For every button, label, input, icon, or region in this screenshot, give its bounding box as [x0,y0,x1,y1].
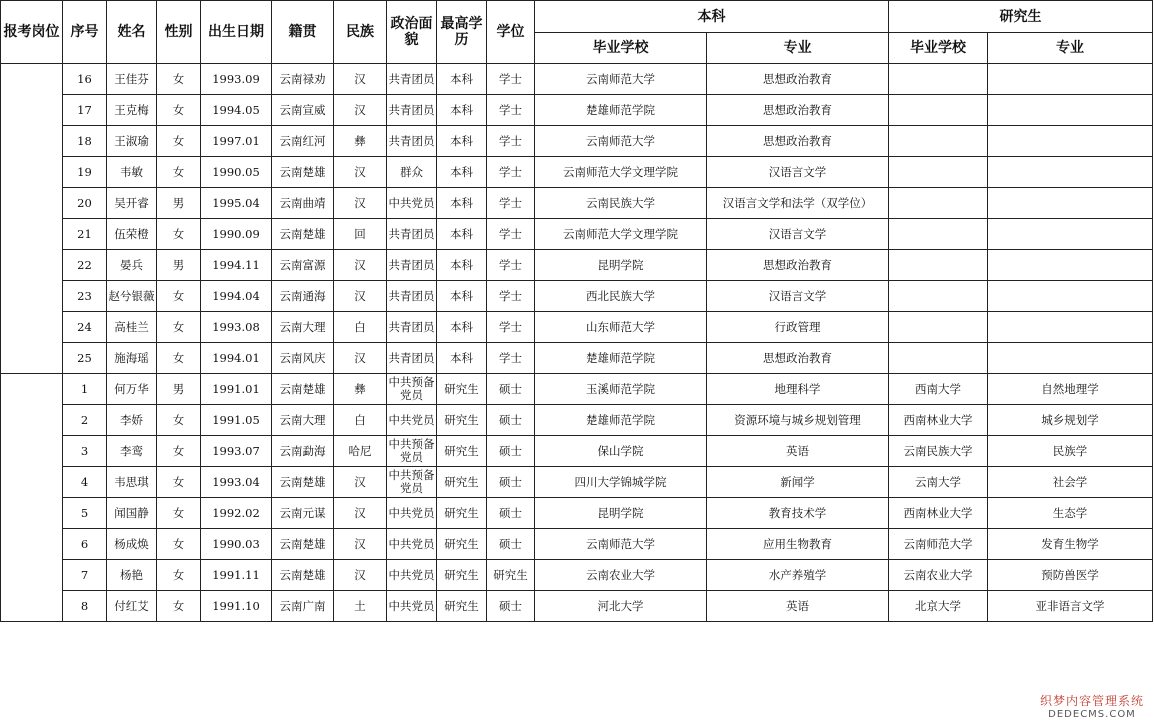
table-row [1,529,1153,560]
cell-name: 何万华 [107,374,157,405]
cell-name: 付红艾 [107,591,157,622]
cell-no: 2 [63,405,107,436]
cell-education: 本科 [437,157,487,188]
cell-pg-major: 亚非语言文学 [988,591,1153,622]
cell-name: 施海瑶 [107,343,157,374]
cell-degree: 学士 [487,250,535,281]
cell-ethnicity: 汉 [334,467,387,498]
cell-pg-school: 云南民族大学 [889,436,988,467]
cell-education: 研究生 [437,436,487,467]
cell-pg-major [988,312,1153,343]
cell-gender: 女 [157,281,201,312]
cell-dob: 1994.01 [201,343,272,374]
cell-pg-major [988,126,1153,157]
cell-ug-school: 四川大学锦城学院 [535,467,707,498]
cell-dob: 1992.02 [201,498,272,529]
cell-no: 24 [63,312,107,343]
cell-education: 本科 [437,95,487,126]
cell-name: 李鸾 [107,436,157,467]
cell-pg-school: 云南师范大学 [889,529,988,560]
cell-origin: 云南勐海 [272,436,334,467]
cell-dob: 1997.01 [201,126,272,157]
cell-pg-school [889,126,988,157]
table-row [1,312,1153,343]
cell-pg-school: 西南林业大学 [889,498,988,529]
cell-degree: 学士 [487,312,535,343]
cell-name: 伍荣橙 [107,219,157,250]
post-cell [1,64,63,374]
header-name: 姓名 [107,1,157,64]
cell-gender: 女 [157,157,201,188]
cell-pg-major [988,250,1153,281]
cell-gender: 女 [157,560,201,591]
cell-dob: 1990.05 [201,157,272,188]
cell-origin: 云南曲靖 [272,188,334,219]
cell-dob: 1991.11 [201,560,272,591]
cell-ug-major: 思想政治教育 [707,343,889,374]
cell-origin: 云南大理 [272,405,334,436]
table-row [1,436,1153,467]
cell-degree: 学士 [487,157,535,188]
cell-pg-major [988,157,1153,188]
cell-political: 共青团员 [387,343,437,374]
cell-pg-major: 民族学 [988,436,1153,467]
cell-political: 中共党员 [387,591,437,622]
table-row [1,281,1153,312]
cell-political: 中共预备党员 [387,467,437,498]
cell-degree: 学士 [487,95,535,126]
cell-political: 共青团员 [387,312,437,343]
cell-name: 闻国静 [107,498,157,529]
table-body [1,64,1153,622]
cell-political: 中共预备党员 [387,374,437,405]
cell-ethnicity: 汉 [334,343,387,374]
cell-ug-major: 英语 [707,591,889,622]
cell-ug-school: 昆明学院 [535,498,707,529]
cell-origin: 云南禄劝 [272,64,334,95]
cell-name: 王克梅 [107,95,157,126]
cell-education: 研究生 [437,374,487,405]
cell-pg-major: 生态学 [988,498,1153,529]
cell-pg-school [889,95,988,126]
cell-education: 研究生 [437,529,487,560]
cell-no: 7 [63,560,107,591]
cell-ug-school: 云南师范大学文理学院 [535,219,707,250]
cell-name: 杨艳 [107,560,157,591]
cell-ug-major: 应用生物教育 [707,529,889,560]
cell-no: 16 [63,64,107,95]
cell-ethnicity: 汉 [334,188,387,219]
cell-ug-school: 昆明学院 [535,250,707,281]
cell-political: 中共党员 [387,498,437,529]
cell-dob: 1991.01 [201,374,272,405]
cell-pg-school [889,157,988,188]
cell-origin: 云南广南 [272,591,334,622]
header-undergrad: 本科 [535,1,889,33]
cell-no: 21 [63,219,107,250]
cell-gender: 女 [157,498,201,529]
cell-degree: 学士 [487,343,535,374]
cell-degree: 硕士 [487,405,535,436]
table-row [1,405,1153,436]
cell-dob: 1990.03 [201,529,272,560]
header-no: 序号 [63,1,107,64]
cell-degree: 学士 [487,281,535,312]
cell-gender: 女 [157,126,201,157]
cell-no: 17 [63,95,107,126]
cell-ug-major: 思想政治教育 [707,126,889,157]
cell-pg-major [988,64,1153,95]
cell-pg-major [988,219,1153,250]
cell-gender: 女 [157,591,201,622]
cell-degree: 硕士 [487,529,535,560]
cell-pg-school [889,64,988,95]
cell-no: 25 [63,343,107,374]
cell-gender: 女 [157,467,201,498]
header-ethnicity: 民族 [334,1,387,64]
cell-ug-school: 云南农业大学 [535,560,707,591]
cell-pg-school [889,188,988,219]
cell-origin: 云南楚雄 [272,560,334,591]
watermark-line2: DEDECMS.COM [1048,709,1136,720]
cell-ug-school: 玉溪师范学院 [535,374,707,405]
cell-name: 晏兵 [107,250,157,281]
cell-pg-school [889,343,988,374]
table-row [1,126,1153,157]
cell-ug-school: 楚雄师范学院 [535,343,707,374]
cell-pg-school [889,312,988,343]
cell-dob: 1990.09 [201,219,272,250]
cell-name: 李娇 [107,405,157,436]
cell-ug-school: 河北大学 [535,591,707,622]
cell-pg-school [889,250,988,281]
cell-no: 6 [63,529,107,560]
cell-political: 共青团员 [387,95,437,126]
cell-ethnicity: 汉 [334,560,387,591]
cell-gender: 男 [157,188,201,219]
cell-ug-school: 云南师范大学 [535,126,707,157]
cell-dob: 1993.04 [201,467,272,498]
cell-ethnicity: 汉 [334,498,387,529]
cell-name: 赵兮银薇 [107,281,157,312]
cell-degree: 学士 [487,64,535,95]
cell-name: 高桂兰 [107,312,157,343]
table-row [1,467,1153,498]
cell-gender: 女 [157,219,201,250]
cell-name: 杨成焕 [107,529,157,560]
cell-ethnicity: 汉 [334,529,387,560]
cell-dob: 1993.07 [201,436,272,467]
cell-degree: 硕士 [487,498,535,529]
cell-origin: 云南楚雄 [272,374,334,405]
cell-dob: 1994.05 [201,95,272,126]
cell-ethnicity: 彝 [334,374,387,405]
header-pg-school: 毕业学校 [889,33,988,64]
cell-ethnicity: 汉 [334,95,387,126]
cell-pg-school: 西南大学 [889,374,988,405]
table-row [1,219,1153,250]
cell-pg-school: 北京大学 [889,591,988,622]
cell-pg-major [988,188,1153,219]
cell-ug-school: 山东师范大学 [535,312,707,343]
cell-ethnicity: 白 [334,312,387,343]
cell-political: 共青团员 [387,219,437,250]
cell-ethnicity: 彝 [334,126,387,157]
header-political: 政治面貌 [387,1,437,64]
header-gender: 性别 [157,1,201,64]
cell-dob: 1991.10 [201,591,272,622]
cell-pg-major [988,95,1153,126]
cell-gender: 女 [157,64,201,95]
cell-pg-major [988,281,1153,312]
cell-dob: 1994.04 [201,281,272,312]
cell-ug-major: 教育技术学 [707,498,889,529]
cell-ug-school: 楚雄师范学院 [535,405,707,436]
cell-origin: 云南富源 [272,250,334,281]
cell-political: 中共预备党员 [387,436,437,467]
cell-ug-school: 云南师范大学 [535,529,707,560]
cell-education: 研究生 [437,560,487,591]
cell-ug-major: 英语 [707,436,889,467]
table-row [1,343,1153,374]
cell-degree: 硕士 [487,374,535,405]
cell-gender: 女 [157,343,201,374]
table-row [1,374,1153,405]
cell-political: 群众 [387,157,437,188]
cell-degree: 学士 [487,219,535,250]
cell-no: 3 [63,436,107,467]
table-row [1,560,1153,591]
cell-political: 共青团员 [387,126,437,157]
cell-education: 本科 [437,281,487,312]
cell-degree: 硕士 [487,436,535,467]
cell-ug-school: 云南师范大学 [535,64,707,95]
cell-education: 本科 [437,219,487,250]
cell-origin: 云南楚雄 [272,157,334,188]
cell-name: 王佳芬 [107,64,157,95]
cell-pg-major: 自然地理学 [988,374,1153,405]
cell-origin: 云南通海 [272,281,334,312]
cell-ethnicity: 汉 [334,64,387,95]
cell-education: 研究生 [437,467,487,498]
cell-ug-major: 新闻学 [707,467,889,498]
cell-degree: 学士 [487,126,535,157]
cell-ug-major: 行政管理 [707,312,889,343]
cell-ethnicity: 哈尼 [334,436,387,467]
cell-education: 研究生 [437,591,487,622]
cell-dob: 1994.11 [201,250,272,281]
cell-ethnicity: 回 [334,219,387,250]
cell-pg-major: 预防兽医学 [988,560,1153,591]
cell-gender: 女 [157,312,201,343]
cell-pg-school: 云南农业大学 [889,560,988,591]
cell-ug-school: 保山学院 [535,436,707,467]
table-row [1,95,1153,126]
cell-political: 中共党员 [387,405,437,436]
cell-political: 共青团员 [387,281,437,312]
cell-ug-major: 思想政治教育 [707,95,889,126]
cell-no: 1 [63,374,107,405]
cell-ethnicity: 汉 [334,157,387,188]
cell-gender: 女 [157,529,201,560]
header-origin: 籍贯 [272,1,334,64]
cell-ug-school: 云南师范大学文理学院 [535,157,707,188]
cell-pg-school: 云南大学 [889,467,988,498]
cell-political: 共青团员 [387,250,437,281]
cell-ug-major: 汉语言文学 [707,219,889,250]
cell-political: 中共党员 [387,529,437,560]
cell-dob: 1991.05 [201,405,272,436]
table-row [1,64,1153,95]
cell-origin: 云南风庆 [272,343,334,374]
cell-origin: 云南宣威 [272,95,334,126]
cell-degree: 硕士 [487,591,535,622]
cell-no: 4 [63,467,107,498]
post-cell [1,374,63,622]
cell-no: 23 [63,281,107,312]
cell-pg-major: 社会学 [988,467,1153,498]
cell-degree: 学士 [487,188,535,219]
cell-ethnicity: 土 [334,591,387,622]
header-ug-school: 毕业学校 [535,33,707,64]
cell-no: 18 [63,126,107,157]
cell-education: 研究生 [437,498,487,529]
table-row [1,591,1153,622]
cell-origin: 云南楚雄 [272,529,334,560]
cell-education: 研究生 [437,405,487,436]
table-row [1,250,1153,281]
cell-pg-school: 西南林业大学 [889,405,988,436]
cell-pg-major: 城乡规划学 [988,405,1153,436]
cell-education: 本科 [437,126,487,157]
cell-ug-school: 西北民族大学 [535,281,707,312]
cell-origin: 云南楚雄 [272,467,334,498]
watermark-line1: 织梦内容管理系统 [1039,694,1144,708]
cell-origin: 云南大理 [272,312,334,343]
cell-education: 本科 [437,312,487,343]
cell-degree: 研究生 [487,560,535,591]
cell-name: 王淑瑜 [107,126,157,157]
cell-gender: 男 [157,250,201,281]
cell-ug-major: 汉语言文学 [707,157,889,188]
table-row [1,188,1153,219]
cell-pg-school [889,281,988,312]
cell-pg-major [988,343,1153,374]
cell-pg-major: 发育生物学 [988,529,1153,560]
cell-origin: 云南红河 [272,126,334,157]
cell-ug-major: 资源环境与城乡规划管理 [707,405,889,436]
cell-education: 本科 [437,188,487,219]
cell-gender: 男 [157,374,201,405]
cell-no: 22 [63,250,107,281]
header-ug-major: 专业 [707,33,889,64]
cell-ug-school: 云南民族大学 [535,188,707,219]
cell-origin: 云南元谋 [272,498,334,529]
cell-no: 19 [63,157,107,188]
cell-no: 20 [63,188,107,219]
header-post: 报考岗位 [1,1,63,64]
cell-ug-major: 水产养殖学 [707,560,889,591]
table-row [1,498,1153,529]
cell-ethnicity: 汉 [334,281,387,312]
cell-education: 本科 [437,250,487,281]
cell-ug-major: 思想政治教育 [707,64,889,95]
cell-dob: 1993.08 [201,312,272,343]
cell-no: 5 [63,498,107,529]
cell-pg-school [889,219,988,250]
cell-dob: 1993.09 [201,64,272,95]
cell-degree: 硕士 [487,467,535,498]
cell-ug-major: 汉语言文学和法学（双学位） [707,188,889,219]
cell-no: 8 [63,591,107,622]
cell-ug-major: 思想政治教育 [707,250,889,281]
cell-origin: 云南楚雄 [272,219,334,250]
cell-political: 共青团员 [387,64,437,95]
cell-political: 中共党员 [387,560,437,591]
cell-name: 韦敏 [107,157,157,188]
cell-gender: 女 [157,405,201,436]
header-pg-major: 专业 [988,33,1153,64]
cell-ethnicity: 汉 [334,250,387,281]
cell-dob: 1995.04 [201,188,272,219]
header-graduate: 研究生 [889,1,1153,33]
header-degree: 学位 [487,1,535,64]
cell-name: 吴开睿 [107,188,157,219]
header-dob: 出生日期 [201,1,272,64]
header-education: 最高学历 [437,1,487,64]
cell-education: 本科 [437,343,487,374]
cell-ug-major: 地理科学 [707,374,889,405]
cell-education: 本科 [437,64,487,95]
cell-name: 韦思琪 [107,467,157,498]
cell-gender: 女 [157,436,201,467]
cell-political: 中共党员 [387,188,437,219]
cell-ethnicity: 白 [334,405,387,436]
table-row [1,157,1153,188]
watermark [1040,692,1144,720]
cell-gender: 女 [157,95,201,126]
cell-ug-school: 楚雄师范学院 [535,95,707,126]
cell-ug-major: 汉语言文学 [707,281,889,312]
